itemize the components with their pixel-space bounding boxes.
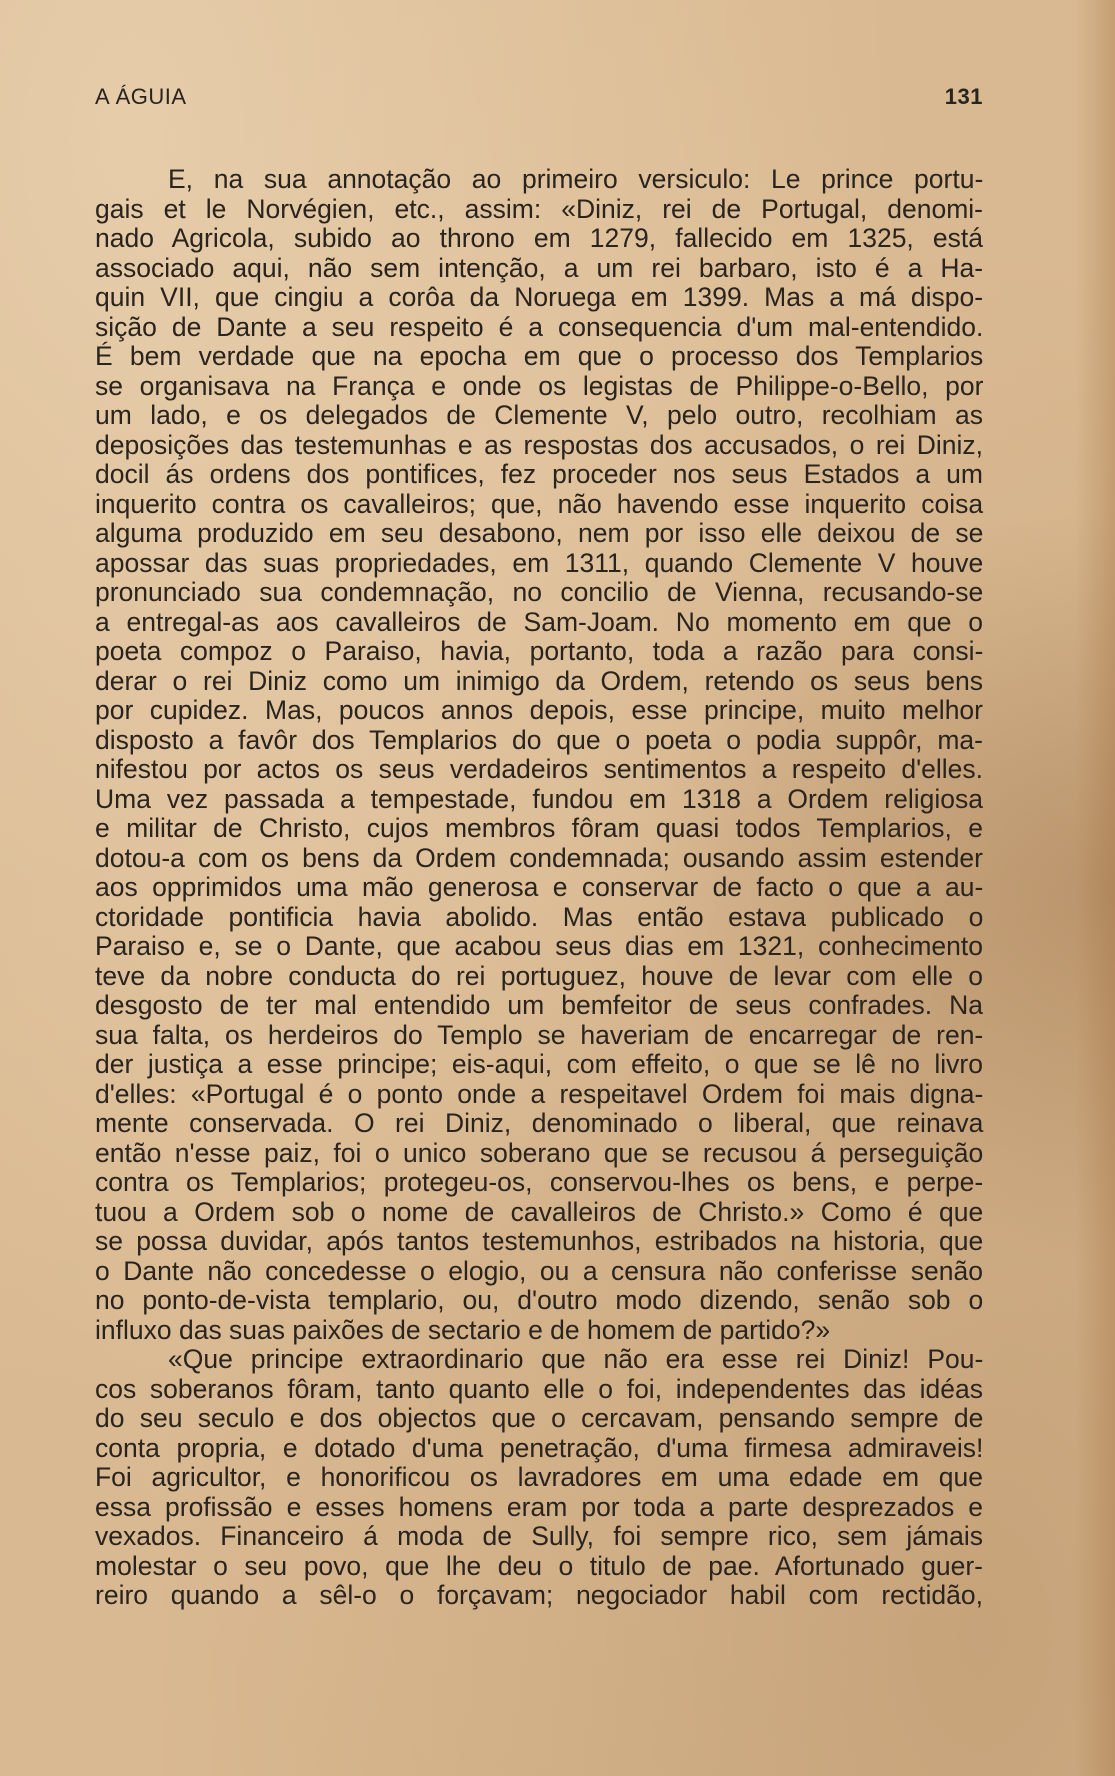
text-line: ctoridade pontificia havia abolido. Mas então estava publicado o: [95, 901, 984, 932]
text-line: docil ás ordens dos pontifices, fez proceder nos seus Estados a um: [95, 459, 983, 489]
text-line: deposições das testemunhas e as respostas dos accusados, o rei Diniz,: [95, 429, 983, 460]
text-line: vexados. Financeiro á moda de Sully, foi sempre rico, sem jámais: [95, 1521, 983, 1551]
text-line: um lado, e os delegados de Clemente V, pelo outro, recolhiam as: [95, 400, 983, 430]
text-line: sição de Dante a seu respeito é a consequencia d'um mal-entendido.: [95, 311, 984, 342]
text-line: no ponto-de-vista templario, ou, d'outro modo dizendo, senão sob o: [95, 1285, 984, 1315]
text-line: der justiça a esse principe; eis-aqui, com effeito, o que se lê no livro: [95, 1049, 983, 1079]
text-line: associado aqui, não sem intenção, a um rei barbaro, isto é a Ha-: [95, 252, 984, 283]
text-line: e militar de Christo, cujos membros fôram quasi todos Templarios, e: [95, 813, 983, 843]
text-line: d'elles: «Portugal é o ponto onde a respeitavel Ordem foi mais digna-: [95, 1078, 984, 1109]
text-line: Uma vez passada a tempestade, fundou em 1318 a Ordem religiosa: [95, 783, 983, 814]
text-line: sua falta, os herdeiros do Templo se haveriam de encarregar de ren-: [95, 1019, 984, 1050]
text-line: alguma produzido em seu desabono, nem por isso elle deixou de se: [95, 518, 984, 548]
text-line: É bem verdade que na epocha em que o processo dos Templarios: [95, 341, 984, 371]
text-line: «Que principe extraordinario que não era esse rei Diniz! Pou-: [168, 1344, 984, 1374]
text-line: conta propria, e dotado d'uma penetração, d'uma firmesa admiraveis!: [95, 1432, 984, 1463]
text-line: disposto a favôr dos Templarios do que o poeta o podia suppôr, ma-: [95, 724, 983, 755]
text-line: derar o rei Diniz como um inimigo da Ordem, retendo os seus bens: [95, 665, 983, 696]
text-line: tuou a Ordem sob o nome de cavalleiros de Christo.» Como é que: [95, 1196, 984, 1227]
text-line: contra os Templarios; protegeu-os, conservou-lhes os bens, e perpe-: [95, 1167, 984, 1197]
text-line: então n'esse paiz, foi o unico soberano que se recusou á perseguição: [95, 1137, 984, 1168]
text-line: desgosto de ter mal entendido um bemfeitor de seus confrades. Na: [95, 990, 984, 1020]
running-header: [95, 84, 983, 118]
text-line: nifestou por actos os seus verdadeiros sentimentos a respeito d'elles.: [95, 754, 983, 784]
text-line: reiro quando a sêl-o o forçavam; negociador habil com rectidão,: [95, 1580, 983, 1610]
text-line: cos soberanos fôram, tanto quanto elle o foi, independentes das idéas: [95, 1373, 984, 1404]
text-line: apossar das suas propriedades, em 1311, quando Clemente V houve: [95, 547, 984, 578]
text-line: do seu seculo e dos objectos que o cercavam, pensando sempre de: [95, 1403, 984, 1433]
page-edge-shadow: [1075, 0, 1115, 1776]
text-line: nado Agricola, subido ao throno em 1279, fallecido em 1325, está: [95, 223, 983, 253]
text-line: mente conservada. O rei Diniz, denominado o liberal, que reinava: [95, 1108, 984, 1138]
text-line: poeta compoz o Paraiso, havia, portanto, toda a razão para consi-: [95, 636, 984, 666]
text-line: essa profissão e esses homens eram por toda a parte desprezados e: [95, 1491, 983, 1522]
journal-title: A ÁGUIA: [95, 84, 187, 109]
text-line: o Dante não concedesse o elogio, ou a censura não conferisse senão: [95, 1255, 983, 1286]
text-line: a entregal-as aos cavalleiros de Sam-Joam. No momento em que o: [95, 606, 983, 637]
text-line: pronunciado sua condemnação, no concilio de Vienna, recusando-se: [95, 577, 984, 607]
text-line: se possa duvidar, após tantos testemunhos, estribados na historia, que: [95, 1226, 984, 1256]
text-line: se organisava na França e onde os legistas de Philippe-o-Bello, por: [95, 370, 984, 401]
text-line: por cupidez. Mas, poucos annos depois, esse principe, muito melhor: [95, 695, 983, 725]
page-number: 131: [944, 84, 983, 109]
text-line: teve da nobre conducta do rei portuguez, houve de levar com elle o: [95, 960, 983, 991]
text-line: inquerito contra os cavalleiros; que, não havendo esse inquerito coisa: [95, 488, 984, 519]
text-line: aos opprimidos uma mão generosa e conservar de facto o que a au-: [95, 872, 984, 902]
text-line: Foi agricultor, e honorificou os lavradores em uma edade em que: [95, 1462, 983, 1492]
text-line: molestar o seu povo, que lhe deu o titulo de pae. Afortunado guer-: [95, 1550, 983, 1581]
text-line: gais et le Norvégien, etc., assim: «Diniz, rei de Portugal, denomi-: [95, 193, 983, 224]
body-text: [95, 165, 983, 1611]
text-line: E, na sua annotação ao primeiro versiculo: Le prince portu-: [168, 164, 984, 194]
text-line: quin VII, que cingiu a corôa da Noruega em 1399. Mas a má dispo-: [95, 282, 984, 312]
text-line: Paraiso e, se o Dante, que acabou seus dias em 1321, conhecimento: [95, 931, 983, 961]
text-line: dotou-a com os bens da Ordem condemnada; ousando assim estender: [95, 842, 983, 873]
text-line: influxo das suas paixões de sectario e de homem de partido?»: [95, 1314, 831, 1345]
